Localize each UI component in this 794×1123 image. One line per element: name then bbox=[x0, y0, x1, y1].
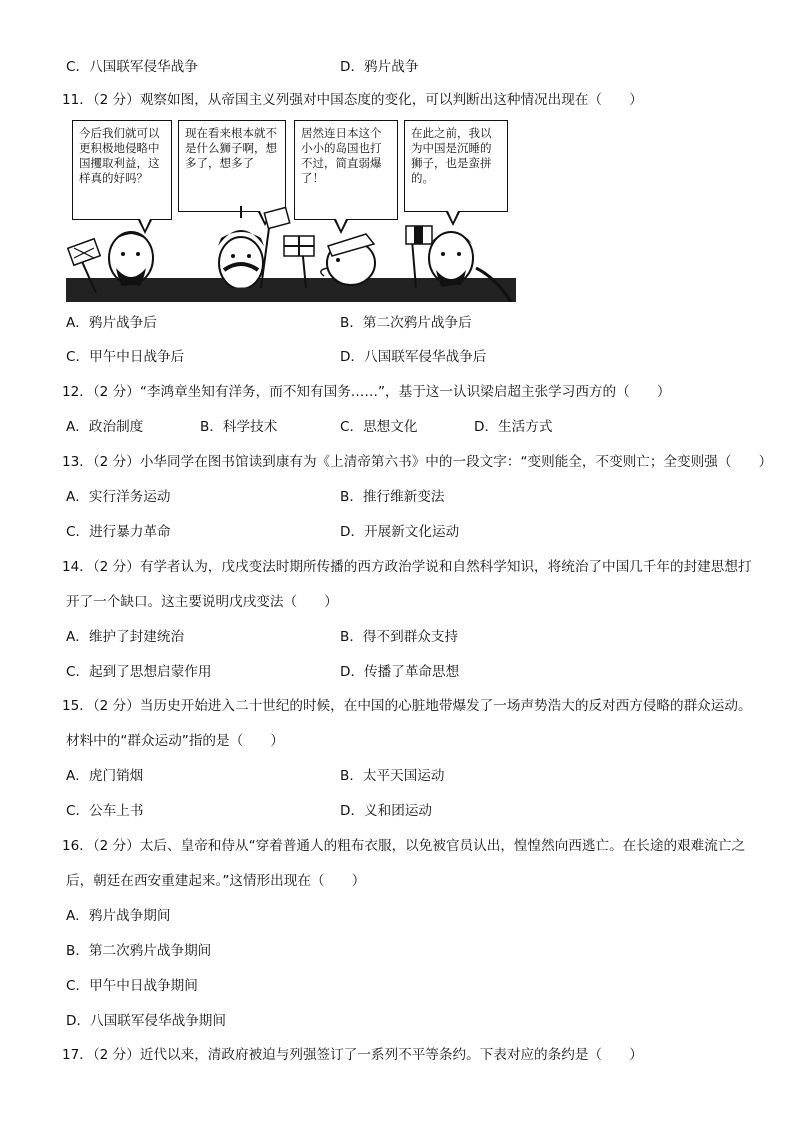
q13-option-b: B．推行维新变法 bbox=[340, 489, 445, 505]
q14-option-a: A．维护了封建统治 bbox=[66, 629, 185, 645]
q14-option-d: D．传播了革命思想 bbox=[340, 664, 460, 680]
q16-option-a: A．鸦片战争期间 bbox=[66, 908, 171, 924]
option-c: C．八国联军侵华战争 bbox=[66, 59, 198, 75]
question-13-stem: 13．（2 分）小华同学在图书馆读到康有为《上清帝第六书》中的一段文字：“变则能全，不变则亡；全变则强（ ） bbox=[62, 454, 773, 470]
q13-option-d: D．开展新文化运动 bbox=[340, 524, 460, 540]
question-11-stem: 11．（2 分）观察如图，从帝国主义列强对中国态度的变化，可以判断出这种情况出现在（ ） bbox=[62, 92, 643, 108]
q16-option-d: D．八国联军侵华战争期间 bbox=[66, 1013, 226, 1029]
question-12-stem: 12．（2 分）“李鸿章坐知有洋务，而不知有国务……”，基于这一认识梁启超主张学习西方的（ ） bbox=[62, 384, 671, 400]
q15-option-b: B．太平天国运动 bbox=[340, 768, 445, 784]
q11-option-a: A．鸦片战争后 bbox=[66, 315, 157, 331]
question-17-stem: 17．（2 分）近代以来，清政府被迫与列强签订了一系列不平等条约。下表对应的条约是（ ） bbox=[62, 1047, 643, 1063]
q11-option-b: B．第二次鸦片战争后 bbox=[340, 315, 472, 331]
q12-option-a: A．政治制度 bbox=[66, 419, 144, 435]
q12-option-b: B．科学技术 bbox=[200, 419, 278, 435]
question-16-stem-line2: 后，朝廷在西安重建起来。”这情形出现在（ ） bbox=[66, 873, 366, 889]
q15-option-a: A．虎门销烟 bbox=[66, 768, 144, 784]
political-cartoon bbox=[66, 118, 516, 302]
speech-bubble-1: 今后我们就可以更积极地侵略中国攫取利益，这样真的好吗？ bbox=[72, 120, 172, 220]
q11-option-c: C．甲午中日战争后 bbox=[66, 349, 185, 365]
q14-option-b: B．得不到群众支持 bbox=[340, 629, 459, 645]
q11-option-d: D．八国联军侵华战争后 bbox=[340, 349, 487, 365]
q16-option-c: C．甲午中日战争期间 bbox=[66, 978, 198, 994]
q13-option-a: A．实行洋务运动 bbox=[66, 489, 171, 505]
speech-bubble-2: 现在看来根本就不是什么狮子啊，想多了，想多了 bbox=[178, 120, 286, 212]
question-16-stem-line1: 16．（2 分）太后、皇帝和侍从“穿着普通人的粗布衣服，以免被官员认出，惶惶然向西逃亡。在长途的艰难流亡之 bbox=[62, 838, 746, 854]
q13-option-c: C．进行暴力革命 bbox=[66, 524, 171, 540]
question-15-stem-line2: 材料中的“群众运动”指的是（ ） bbox=[66, 733, 284, 749]
q12-option-d: D．生活方式 bbox=[474, 419, 553, 435]
speech-bubble-3: 居然连日本这个小小的岛国也打不过，简直弱爆了！ bbox=[294, 120, 398, 220]
option-d: D．鸦片战争 bbox=[340, 59, 419, 75]
q15-option-c: C．公车上书 bbox=[66, 803, 144, 819]
question-14-stem-line2: 开了一个缺口。这主要说明戊戌变法（ ） bbox=[66, 594, 338, 610]
speech-bubble-4: 在此之前，我以为中国是沉睡的狮子，也是蛮拼的。 bbox=[404, 120, 508, 212]
q12-option-c: C．思想文化 bbox=[340, 419, 418, 435]
q16-option-b: B．第二次鸦片战争期间 bbox=[66, 943, 212, 959]
q14-option-c: C．起到了思想启蒙作用 bbox=[66, 664, 212, 680]
question-14-stem-line1: 14．（2 分）有学者认为，戊戌变法时期所传播的西方政治学说和自然科学知识，将统治了中国几千年的封建思想打 bbox=[62, 559, 752, 575]
cartoon-figures-illustration bbox=[66, 118, 516, 302]
q15-option-d: D．义和团运动 bbox=[340, 803, 433, 819]
question-15-stem-line1: 15．（2 分）当历史开始进入二十世纪的时候，在中国的心脏地带爆发了一场声势浩大的反对西方侵略的群众运动。 bbox=[62, 698, 752, 714]
